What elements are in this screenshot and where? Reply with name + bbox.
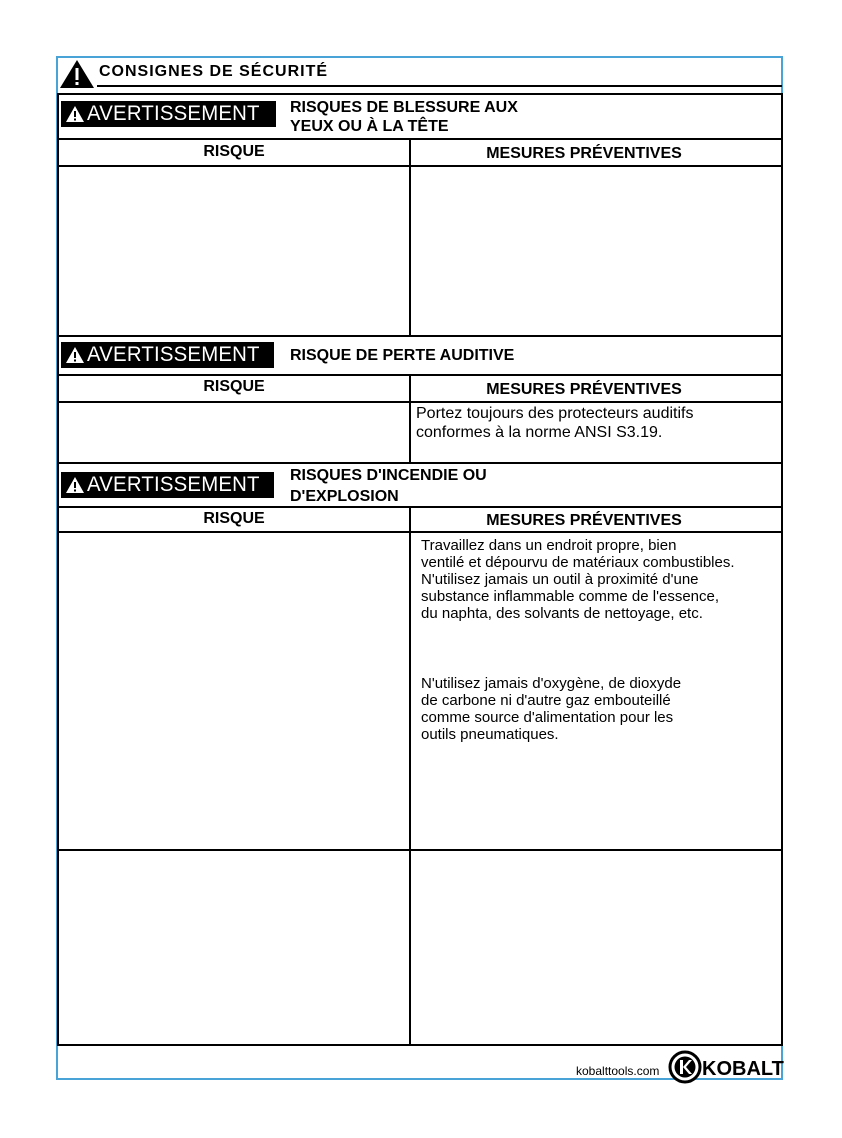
alert-icon bbox=[65, 346, 85, 364]
page-title: CONSIGNES DE SÉCURITÉ bbox=[99, 63, 329, 80]
measures-column-header: MESURES PRÉVENTIVES bbox=[486, 381, 682, 398]
divider bbox=[57, 401, 783, 403]
warning-badge-label: AVERTISSEMENT bbox=[87, 343, 260, 366]
kobalt-logo-text: KOBALT bbox=[702, 1058, 784, 1080]
kobalt-logo bbox=[668, 1050, 784, 1084]
divider bbox=[57, 849, 783, 851]
warning-badge bbox=[61, 101, 276, 127]
measures-column-header: MESURES PRÉVENTIVES bbox=[486, 145, 682, 162]
risk-column-header: RISQUE bbox=[203, 143, 265, 160]
measures-text: Portez toujours des protecteurs auditifs conformes à la norme ANSI S3.19. bbox=[416, 405, 694, 441]
alert-icon bbox=[65, 105, 85, 123]
section-title bbox=[290, 346, 514, 365]
section-title bbox=[290, 465, 487, 507]
section-title-line: D'EXPLOSION bbox=[290, 488, 399, 505]
risk-column-header: RISQUE bbox=[203, 510, 265, 527]
section-title-line: YEUX OU À LA TÊTE bbox=[290, 118, 449, 135]
warning-badge-label: AVERTISSEMENT bbox=[87, 473, 260, 496]
measures-text: N'utilisez jamais d'oxygène, de dioxyde de carbone ni d'autre gaz embouteillé comme source d'alimentation pour les outils pneumatiques. bbox=[421, 675, 682, 743]
column-divider bbox=[409, 506, 411, 1046]
header-rule bbox=[97, 85, 782, 87]
divider bbox=[57, 165, 783, 167]
warning-badge bbox=[61, 472, 274, 498]
measures-text: Travaillez dans un endroit propre, bien ventilé et dépourvu de matériaux combustibles. N'utilisez jamais un outil à proximité d'une substance inflammable comme de l'essence, du naphta, des solvants de nettoyage, etc. bbox=[421, 537, 735, 622]
divider bbox=[57, 506, 783, 508]
divider bbox=[57, 531, 783, 533]
risk-column-header: RISQUE bbox=[203, 378, 265, 395]
section-title-line: RISQUES D'INCENDIE OU bbox=[290, 467, 487, 484]
column-divider bbox=[409, 374, 411, 463]
page-header bbox=[57, 57, 782, 89]
section-title-line: RISQUES DE BLESSURE AUX bbox=[290, 99, 518, 116]
warning-badge bbox=[61, 342, 274, 368]
measures-column-header: MESURES PRÉVENTIVES bbox=[486, 512, 682, 529]
footer-url: kobalttools.com bbox=[576, 1064, 660, 1078]
warning-triangle-icon bbox=[59, 59, 95, 89]
alert-icon bbox=[65, 476, 85, 494]
divider bbox=[57, 462, 783, 464]
section-title bbox=[290, 98, 518, 136]
divider bbox=[57, 374, 783, 376]
warning-badge-label: AVERTISSEMENT bbox=[87, 102, 260, 125]
divider bbox=[57, 138, 783, 140]
divider bbox=[57, 335, 783, 337]
section-title-line: RISQUE DE PERTE AUDITIVE bbox=[290, 347, 515, 364]
column-divider bbox=[409, 138, 411, 336]
